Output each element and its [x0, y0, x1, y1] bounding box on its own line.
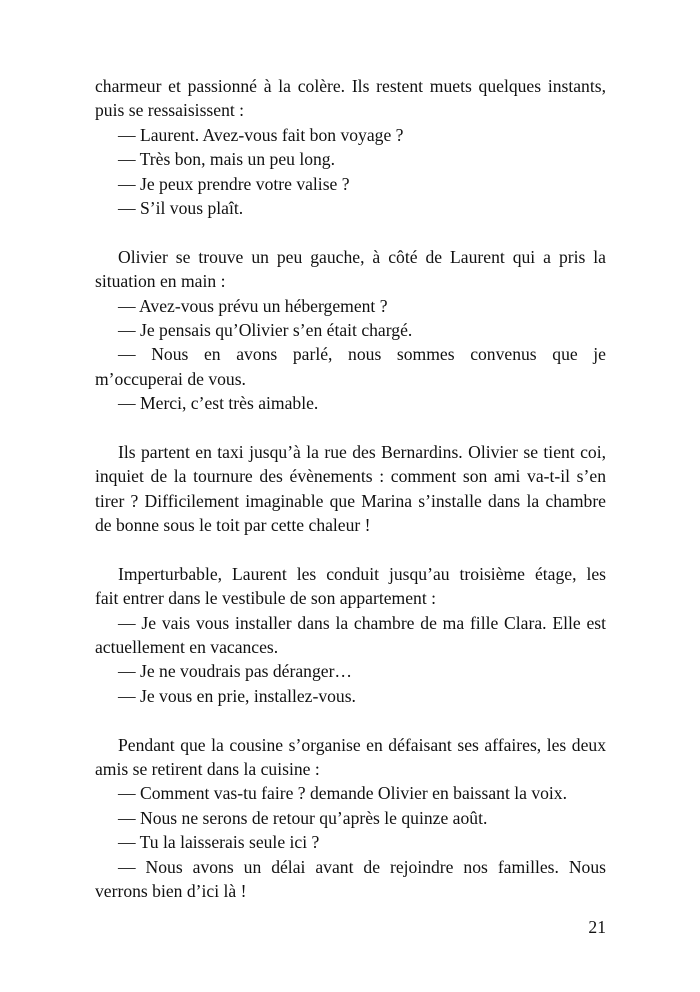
paragraph-gap — [95, 220, 606, 244]
text-line: situation en main : — [95, 271, 226, 292]
paragraph-first-line: Imperturbable, Laurent les conduit jusqu’au troisième étage, les — [118, 563, 606, 584]
text-line: fait entrer dans le vestibule de son appartement : — [95, 588, 436, 609]
text-line: tirer ? Difficilement imaginable que Marina s’installe dans la chambre — [95, 490, 606, 511]
text-line: puis se ressaisissent : — [95, 100, 245, 121]
dialogue-line: — Merci, c’est très aimable. — [118, 393, 319, 414]
paragraph-gap — [95, 415, 606, 439]
paragraph-first-line: Pendant que la cousine s’organise en défaisant ses affaires, les deux — [118, 734, 606, 755]
dialogue-line: — Je pensais qu’Olivier s’en était chargé. — [118, 319, 413, 340]
paragraph-gap — [95, 708, 606, 732]
dialogue-line: — Nous avons un délai avant de rejoindre nos familles. Nous — [118, 856, 606, 877]
dialogue-line: — Comment vas-tu faire ? demande Olivier en baissant la voix. — [118, 783, 568, 804]
page-number: 21 — [588, 917, 606, 937]
book-page-text — [95, 74, 606, 903]
text-line: actuellement en vacances. — [95, 636, 279, 657]
paragraph-first-line: Ils partent en taxi jusqu’à la rue des Bernardins. Olivier se tient coi, — [118, 441, 606, 462]
dialogue-line: — Je vais vous installer dans la chambre de ma fille Clara. Elle est — [118, 612, 606, 633]
paragraph-first-line: Olivier se trouve un peu gauche, à côté de Laurent qui a pris la — [118, 246, 606, 267]
dialogue-line: — Laurent. Avez-vous fait bon voyage ? — [118, 124, 404, 145]
text-line: verrons bien d’ici là ! — [95, 880, 247, 901]
text-line: de bonne sous le toit par cette chaleur ! — [95, 515, 371, 536]
dialogue-line: — Nous ne serons de retour qu’après le quinze août. — [118, 807, 488, 828]
dialogue-line: — Je peux prendre votre valise ? — [118, 173, 350, 194]
text-line: m’occuperai de vous. — [95, 368, 246, 389]
dialogue-line: — Très bon, mais un peu long. — [118, 149, 336, 170]
dialogue-line: — Avez-vous prévu un hébergement ? — [118, 295, 388, 316]
text-line: amis se retirent dans la cuisine : — [95, 758, 320, 779]
dialogue-line: — S’il vous plaît. — [118, 197, 244, 218]
text-line: charmeur et passionné à la colère. Ils restent muets quelques instants, — [95, 76, 606, 96]
paragraph-gap — [95, 537, 606, 561]
dialogue-line: — Je ne voudrais pas déranger… — [118, 661, 353, 682]
dialogue-line: — Tu la laisserais seule ici ? — [118, 832, 320, 853]
dialogue-line: — Nous en avons parlé, nous sommes convenus que je — [118, 344, 606, 365]
dialogue-line: — Je vous en prie, installez-vous. — [118, 685, 356, 706]
text-line: inquiet de la tournure des évènements : comment son ami va-t-il s’en — [95, 466, 606, 487]
